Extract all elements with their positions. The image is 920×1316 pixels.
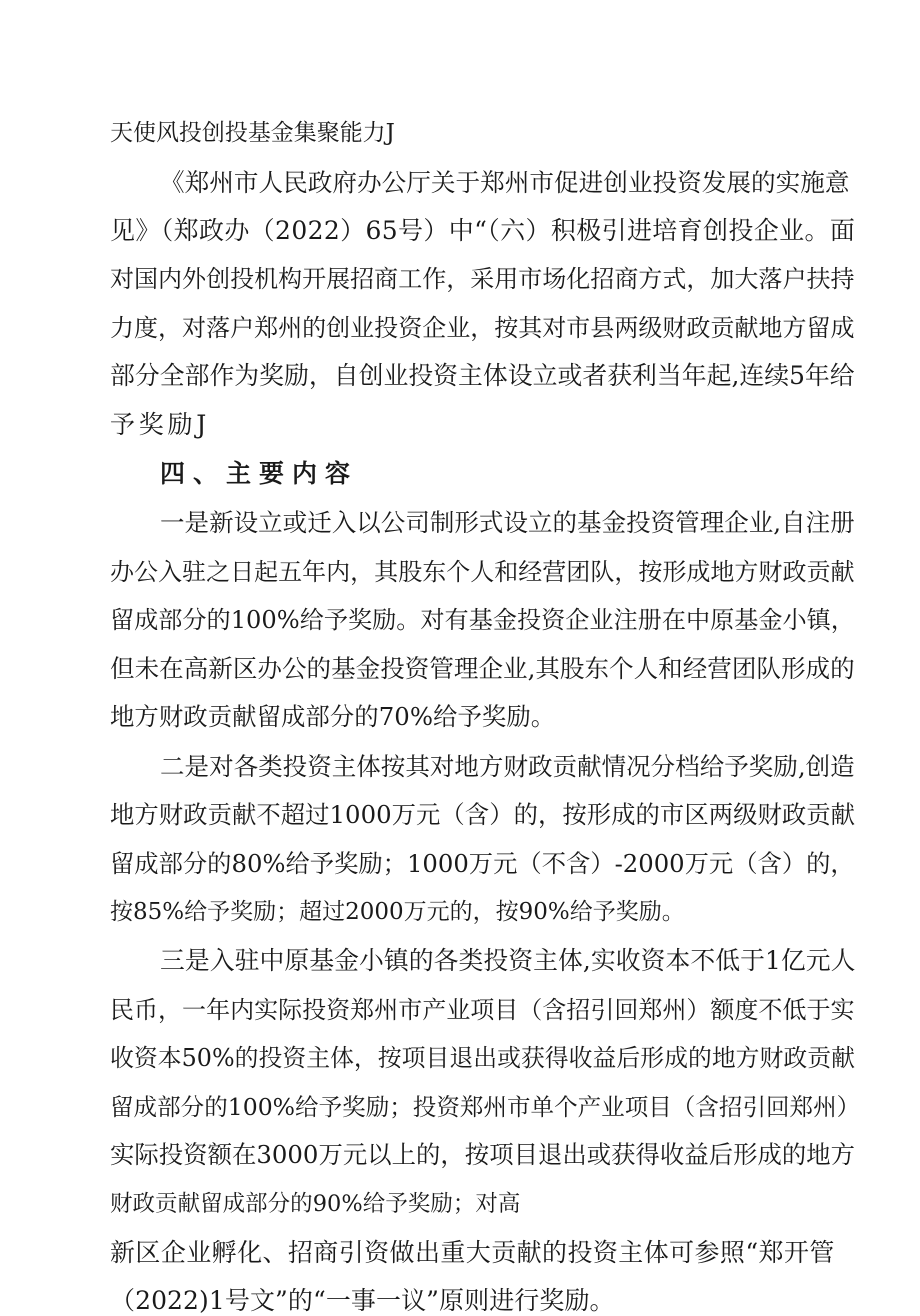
paragraph-line: 地方财政贡献留成部分的70%给予奖励。 xyxy=(110,702,556,731)
paragraph-line: 地方财政贡献不超过1000万元（含）的，按形成的市区两级财政贡献 xyxy=(110,800,856,829)
paragraph-line: 留成部分的100%给予奖励。对有基金投资企业注册在中原基金小镇， xyxy=(110,606,855,634)
paragraph-line: 三是入驻中原基金小镇的各类投资主体,实收资本不低于1亿元人 xyxy=(160,946,856,975)
paragraph-line: 但未在高新区办公的基金投资管理企业,其股东个人和经营团队形成的 xyxy=(110,654,855,683)
paragraph-line: 实际投资额在3000万元以上的，按项目退出或获得收益后形成的地方 xyxy=(110,1140,856,1169)
paragraph-line: 按85%给予奖励；超过2000万元的，按90%给予奖励。 xyxy=(110,899,685,925)
section-heading: 四、主要内容 xyxy=(160,459,359,488)
paragraph-line: 见》（郑政办（2022）65号）中“（六）积极引进培育创投企业。面 xyxy=(110,216,856,245)
paragraph-line: 办公入驻之日起五年内，其股东个人和经营团队，按形成地方财政贡献 xyxy=(110,558,855,586)
paragraph-line: 力度，对落户郑州的创业投资企业，按其对市县两级财政贡献地方留成 xyxy=(110,314,855,342)
paragraph-line: 部分全部作为奖励，自创业投资主体设立或者获利当年起,连续5年给 xyxy=(110,361,855,390)
paragraph-line: 财政贡献留成部分的90%给予奖励；对高 xyxy=(110,1191,521,1217)
paragraph-line: 留成部分的80%给予奖励；1000万元（不含）-2000万元（含）的， xyxy=(110,849,855,878)
paragraph-line: 《郑州市人民政府办公厅关于郑州市促进创业投资发展的实施意 xyxy=(160,168,850,197)
paragraph-line: 一是新设立或迁入以公司制形式设立的基金投资管理企业,自注册 xyxy=(160,508,855,537)
paragraph-line: 新区企业孵化、招商引资做出重大贡献的投资主体可参照“郑开管 xyxy=(110,1238,835,1267)
paragraph-line: 予奖励J xyxy=(110,410,211,439)
paragraph-line: （2022)1号文”的“一事一议”原则进行奖励。 xyxy=(110,1286,615,1315)
paragraph-line: 民币，一年内实际投资郑州市产业项目（含招引回郑州）额度不低于实 xyxy=(110,996,855,1024)
paragraph-line: 收资本50%的投资主体，按项目退出或获得收益后形成的地方财政贡献 xyxy=(110,1044,855,1072)
paragraph-line: 二是对各类投资主体按其对地方财政贡献情况分档给予奖励,创造 xyxy=(160,752,855,781)
paragraph-line: 留成部分的100%给予奖励；投资郑州市单个产业项目（含招引回郑州） xyxy=(110,1093,861,1121)
paragraph-line: 对国内外创投机构开展招商工作，采用市场化招商方式，加大落户扶持 xyxy=(110,265,855,293)
paragraph-line: 天使风投创投基金集聚能力J xyxy=(110,120,395,146)
